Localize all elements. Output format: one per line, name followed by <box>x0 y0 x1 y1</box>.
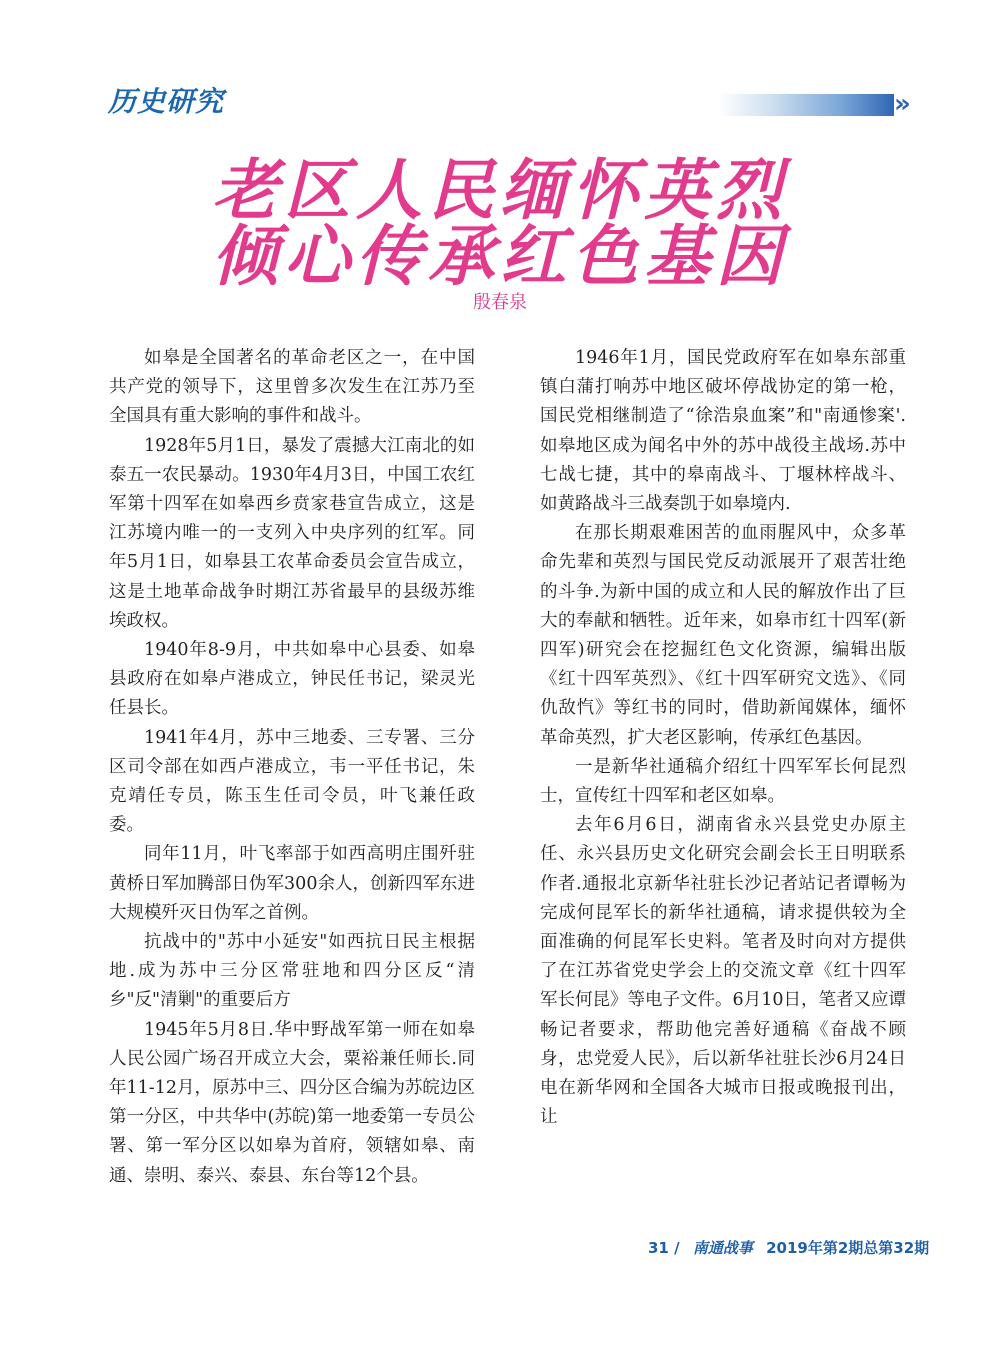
paragraph: 1946年1月，国民党政府军在如皋东部重镇白蒲打响苏中地区破坏停战协定的第一枪，国民党相继制造了“徐浩泉血案”和"南通惨案'.如皋地区成为闻名中外的苏中战役主战场.苏中七战七捷，其中的皋南战斗、丁堰林梓战斗、如黄路战斗三战奏凯于如皋境内. <box>540 348 906 515</box>
paragraph: 1940年8-9月，中共如皋中心县委、如皋县政府在如皋卢港成立，钟民任书记，梁灵光任县长。 <box>109 640 475 719</box>
publication-name: 南通战事 <box>692 1239 753 1257</box>
double-chevron-icon: » <box>894 89 911 119</box>
footer-separator: / <box>674 1239 680 1257</box>
issue-info: 2019年第2期总第32期 <box>766 1239 930 1257</box>
paragraph: 去年6月6日，湖南省永兴县党史办原主任、永兴县历史文化研究会副会长王日明联系作者.通报北京新华社驻长沙记者站记者谭畅为完成何昆军长的新华社通稿，请求提供较为全面准确的何昆军长史料。笔者及时向对方提供了在江苏省党史学会上的交流文章《红十四军军长何昆》等电子文件。6月10日，笔者又应谭畅记者要求，帮助他完善好通稿《奋战不顾身，忠党爱人民》，后以新华社驻长沙6月24日电在新华网和全国各大城市日报或晚报刊出，让 <box>540 815 906 1128</box>
author-name: 殷春泉 <box>473 292 527 313</box>
page-number: 31 <box>648 1239 669 1257</box>
title-line-2: 倾心传承红色基因 <box>212 218 788 295</box>
paragraph: 1928年5月1日，暴发了震撼大江南北的如泰五一农民暴动。1930年4月3日，中国工农红军第十四军在如皋西乡贲家巷宣告成立，这是江苏境内唯一的一支列入中央序列的红军。同年5月1日，如皋县工农革命委员会宣告成立，这是土地革命战争时期江苏省最早的县级苏维埃政权。 <box>109 435 475 631</box>
paragraph: 一是新华社通稿介绍红十四军军长何昆烈士，宣传红十四军和老区如皋。 <box>540 756 906 807</box>
title-line-1: 老区人民缅怀英烈 <box>212 152 788 229</box>
paragraph: 如皋是全国著名的革命老区之一，在中国共产党的领导下，这里曾多次发生在江苏乃至全国具有重大影响的事件和战斗。 <box>109 348 475 427</box>
paragraph: 抗战中的"苏中小延安"如西抗日民主根据地.成为苏中三分区常驻地和四分区反“清乡"反"清剿"的重要后方 <box>109 932 475 1011</box>
page-footer <box>648 1237 929 1259</box>
article-title <box>0 152 1000 295</box>
paragraph: 1945年5月8日.华中野战军第一师在如皋人民公园广场召开成立大会，粟裕兼任师长.同年11-12月，原苏中三、四分区合编为苏皖边区第一分区，中共华中(苏皖)第一地委第一专员公署、第一军分区以如皋为首府，领辖如皋、南通、崇明、泰兴、泰县、东台等12个县。 <box>109 1019 475 1186</box>
paragraph: 同年11月，叶飞率部于如西高明庄围歼驻黄桥日军加腾部日伪军300余人，创新四军东进大规模歼灭日伪军之首例。 <box>109 844 475 923</box>
left-column <box>109 344 475 1191</box>
paragraph: 在那长期艰难困苦的血雨腥风中，众多革命先辈和英烈与国民党反动派展开了艰苦壮绝的斗争.为新中国的成立和人民的解放作出了巨大的奉献和牺牲。近年来，如皋市红十四军(新四军)研究会在挖掘红色文化资源，编辑出版《红十四军英烈》、《红十四军研究文选》、《同仇敌忾》等红书的同时，借助新闻媒体，缅怀革命英烈，扩大老区影响，传承红色基因。 <box>540 523 906 748</box>
header-gradient-bar <box>718 94 894 116</box>
right-column <box>540 344 906 1132</box>
paragraph: 1941年4月，苏中三地委、三专署、三分区司令部在如西卢港成立，韦一平任书记，朱克靖任专员，陈玉生任司令员，叶飞兼任政委。 <box>109 727 475 836</box>
section-tag: 历史研究 <box>108 85 225 118</box>
